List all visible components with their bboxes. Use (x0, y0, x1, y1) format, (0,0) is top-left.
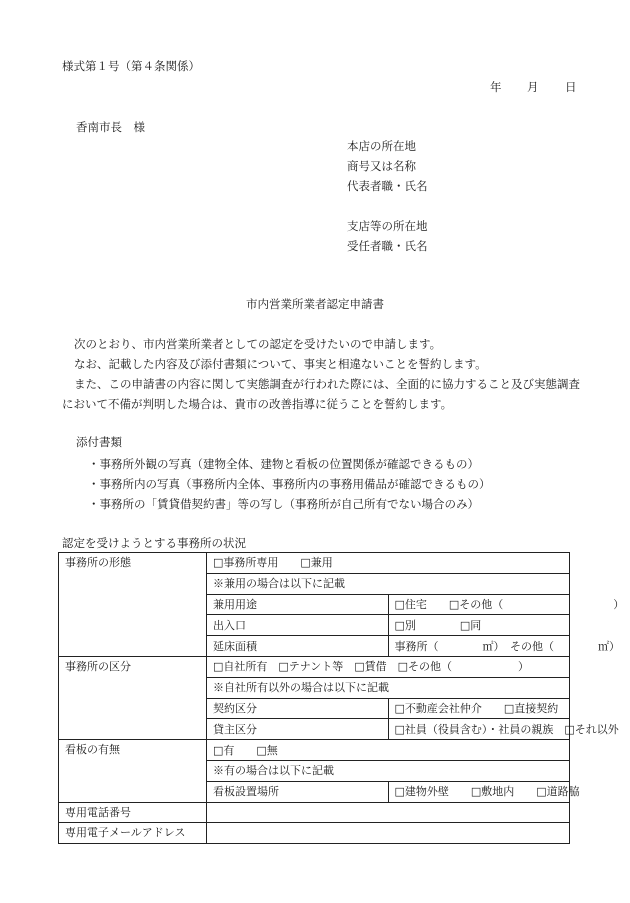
representative-label: 代表者職・氏名 (347, 179, 428, 193)
office-type-options[interactable]: □自社所有 □テナント等 □賃借 □その他（ ） (207, 656, 570, 677)
attachment-item: ・事務所の「賃貸借契約書」等の写し（事務所が自己所有でない場合のみ） (88, 497, 479, 511)
email-field[interactable] (207, 823, 570, 844)
contract-label: 契約区分 (207, 698, 389, 719)
date-year: 年 (490, 80, 502, 94)
office-form-note: ※兼用の場合は以下に記載 (207, 573, 570, 594)
main-office-address-label: 本店の所在地 (347, 139, 416, 153)
entrance-value[interactable]: □別 □同 (388, 615, 570, 636)
office-status-table (58, 552, 625, 844)
form-number: 様式第１号（第４条関係） (62, 59, 200, 73)
body-paragraph-2: なお、記載した内容及び添付書類について、事実と相違ないことを誓約します。 (74, 357, 487, 371)
signboard-options[interactable]: □有 □無 (207, 740, 570, 761)
signboard-place-value[interactable]: □建物外壁 □敷地内 □道路脇 (388, 781, 570, 802)
office-type-label: 事務所の区分 (59, 656, 207, 739)
attachments-heading: 添付書類 (76, 435, 122, 449)
signboard-note: ※有の場合は以下に記載 (207, 760, 570, 781)
office-form-options[interactable]: □事務所専用 □兼用 (207, 553, 570, 574)
table-caption: 認定を受けようとする事務所の状況 (62, 536, 246, 550)
attachment-item: ・事務所外観の写真（建物全体、建物と看板の位置関係が確認できるもの） (88, 457, 479, 471)
use-label: 兼用用途 (207, 594, 389, 615)
landlord-label: 貸主区分 (207, 719, 389, 740)
delegate-label: 受任者職・氏名 (347, 239, 428, 253)
body-paragraph-3: また、この申請書の内容に関して実態調査が行われた際には、全面的に協力すること及び実態調査において不備が判明した場合は、貴市の改善指導に従うことを誓約します。 (62, 377, 580, 411)
office-form-label: 事務所の形態 (59, 553, 207, 657)
document-title: 市内営業所業者認定申請書 (246, 297, 384, 311)
addressee: 香南市長 様 (76, 120, 145, 134)
entrance-label: 出入口 (207, 615, 389, 636)
trade-name-label: 商号又は名称 (347, 159, 416, 173)
branch-address-label: 支店等の所在地 (347, 219, 428, 233)
body-paragraph-1: 次のとおり、市内営業所業者としての認定を受けたいので申請します。 (74, 337, 442, 351)
attachment-item: ・事務所内の写真（事務所内全体、事務所内の事務用備品が確認できるもの） (88, 477, 491, 491)
use-value[interactable]: □住宅 □その他（ ） (388, 594, 570, 615)
office-type-note: ※自社所有以外の場合は以下に記載 (207, 677, 570, 698)
phone-label: 専用電話番号 (59, 802, 207, 823)
email-label: 専用電子メールアドレス (59, 823, 207, 844)
date-month: 月 (527, 80, 539, 94)
contract-value[interactable]: □不動産会社仲介 □直接契約 (388, 698, 570, 719)
signboard-label: 看板の有無 (59, 740, 207, 802)
floor-area-label: 延床面積 (207, 636, 389, 657)
signboard-place-label: 看板設置場所 (207, 781, 389, 802)
phone-field[interactable] (207, 802, 570, 823)
floor-area-value[interactable]: 事務所（ ㎡） その他（ ㎡） (388, 636, 570, 657)
date-day: 日 (565, 80, 577, 94)
landlord-value[interactable]: □社員（役員含む）・社員の親族 □それ以外 (388, 719, 570, 740)
